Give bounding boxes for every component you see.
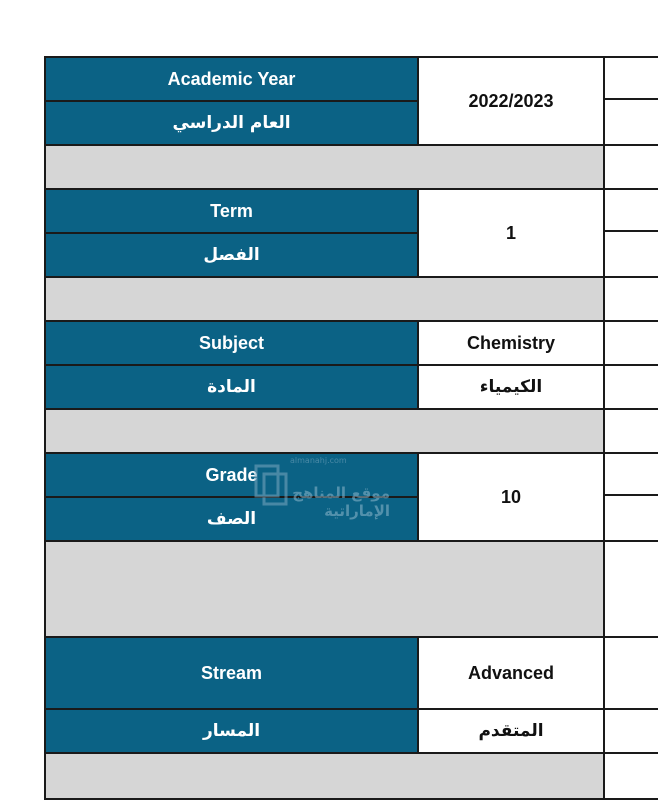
stream-label-ar: المسار — [46, 710, 417, 752]
spacer-row — [46, 410, 603, 452]
term-label-ar: الفصل — [46, 234, 417, 276]
spacer-row — [46, 542, 603, 636]
row-divider — [44, 276, 658, 278]
stream-value-en: Advanced — [419, 638, 603, 708]
subject-label-ar: المادة — [46, 366, 417, 408]
row-divider — [44, 752, 658, 754]
academic-year-label-en: Academic Year — [46, 58, 417, 100]
grade-label-ar: الصف — [46, 498, 417, 540]
row-divider — [44, 364, 658, 366]
table-border-top — [44, 56, 658, 58]
grade-value: 10 — [419, 454, 603, 540]
stream-label-en: Stream — [46, 638, 417, 708]
row-divider — [605, 230, 658, 232]
column-divider — [603, 56, 605, 800]
subject-value-ar: الكيمياء — [419, 366, 603, 408]
spacer-row — [46, 278, 603, 320]
row-divider — [44, 188, 658, 190]
academic-year-value: 2022/2023 — [419, 58, 603, 144]
row-divider — [44, 708, 658, 710]
watermark-text: موقع المناهج الإماراتية — [292, 484, 390, 520]
stream-value-ar: المتقدم — [419, 710, 603, 752]
row-divider — [44, 320, 658, 322]
watermark-url: almanahj.com — [290, 456, 347, 465]
term-value: 1 — [419, 190, 603, 276]
row-divider — [44, 408, 658, 410]
spacer-row — [46, 754, 603, 798]
table-border-left — [44, 56, 46, 800]
row-divider — [44, 100, 418, 102]
row-divider — [44, 496, 418, 498]
row-divider — [605, 98, 658, 100]
row-divider — [44, 452, 658, 454]
row-divider — [44, 636, 658, 638]
row-divider — [44, 232, 418, 234]
row-divider — [44, 144, 658, 146]
row-divider — [605, 494, 658, 496]
subject-label-en: Subject — [46, 322, 417, 364]
spacer-row — [46, 146, 603, 188]
academic-year-label-ar: العام الدراسي — [46, 102, 417, 144]
column-divider — [417, 636, 419, 754]
subject-value-en: Chemistry — [419, 322, 603, 364]
grade-label-en: Grade — [46, 454, 417, 496]
row-divider — [44, 540, 658, 542]
term-label-en: Term — [46, 190, 417, 232]
